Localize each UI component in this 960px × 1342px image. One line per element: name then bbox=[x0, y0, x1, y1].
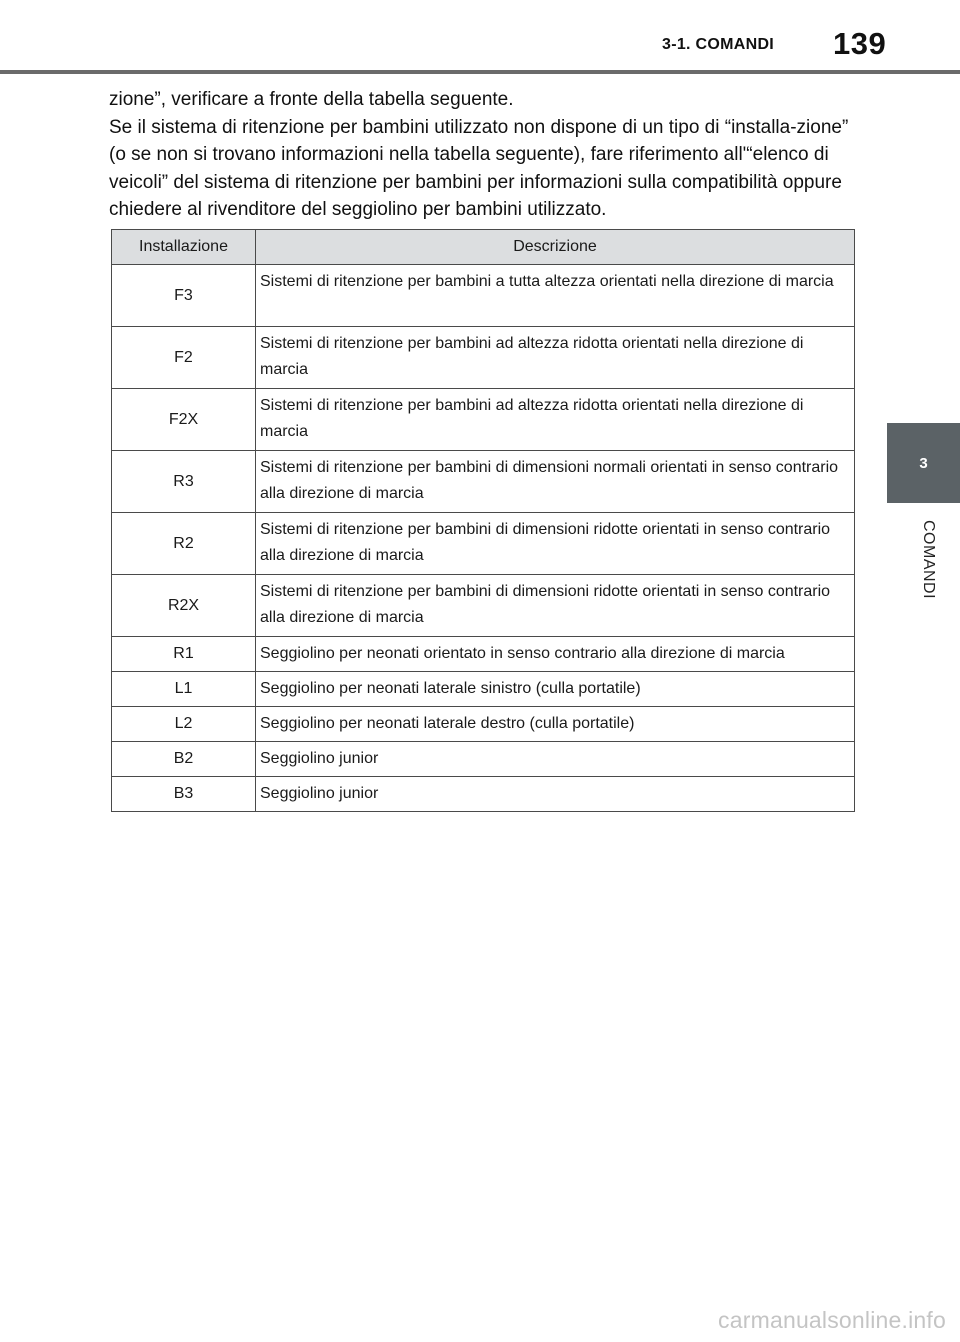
table-row bbox=[112, 575, 855, 637]
installation-code: R2X bbox=[112, 575, 256, 637]
installation-code: R3 bbox=[112, 451, 256, 513]
table-row bbox=[112, 777, 855, 812]
header-rule bbox=[0, 70, 960, 74]
intro-paragraph: zione”, verificare a fronte della tabella seguente. bbox=[109, 89, 514, 110]
installation-code: L2 bbox=[112, 707, 256, 742]
installation-description: Sistemi di ritenzione per bambini di dimensioni normali orientati in senso contrario alla direzione di marcia bbox=[256, 451, 855, 513]
table-row bbox=[112, 327, 855, 389]
chapter-tab bbox=[887, 423, 960, 503]
watermark: carmanualsonline.info bbox=[718, 1307, 946, 1333]
installation-description: Sistemi di ritenzione per bambini di dimensioni ridotte orientati in senso contrario alla direzione di marcia bbox=[256, 513, 855, 575]
table-header-row bbox=[112, 230, 855, 265]
installation-code: L1 bbox=[112, 672, 256, 707]
table-row bbox=[112, 672, 855, 707]
intro-text bbox=[109, 86, 869, 224]
chapter-number: 3 bbox=[919, 454, 928, 472]
page-number: 139 bbox=[833, 26, 887, 61]
table-row bbox=[112, 513, 855, 575]
table-row bbox=[112, 637, 855, 672]
installation-description: Seggiolino junior bbox=[256, 777, 855, 812]
installation-code: B3 bbox=[112, 777, 256, 812]
installation-description: Seggiolino per neonati laterale destro (culla portatile) bbox=[256, 707, 855, 742]
installation-description: Seggiolino per neonati orientato in senso contrario alla direzione di marcia bbox=[256, 637, 855, 672]
installation-table bbox=[111, 229, 855, 812]
table-row bbox=[112, 265, 855, 327]
installation-code: R2 bbox=[112, 513, 256, 575]
installation-description: Seggiolino per neonati laterale sinistro (culla portatile) bbox=[256, 672, 855, 707]
table-row bbox=[112, 707, 855, 742]
intro-paragraph: Se il sistema di ritenzione per bambini utilizzato non dispone di un tipo di “installa-zione” (o se non si trovano informazioni nella tabella seguente), fare riferimento all'“elenco di veicoli” del sistema di ritenzione per bambini per informazioni sulla compatibilità oppure chiedere al rivenditore del seggiolino per bambini utilizzato. bbox=[109, 116, 849, 220]
installation-code: B2 bbox=[112, 742, 256, 777]
table-row bbox=[112, 451, 855, 513]
column-header-descrizione: Descrizione bbox=[256, 230, 855, 265]
installation-code: F2X bbox=[112, 389, 256, 451]
installation-code: R1 bbox=[112, 637, 256, 672]
section-title: 3-1. COMANDI bbox=[662, 36, 775, 53]
installation-description: Sistemi di ritenzione per bambini di dimensioni ridotte orientati in senso contrario alla direzione di marcia bbox=[256, 575, 855, 637]
table-row bbox=[112, 742, 855, 777]
installation-description: Sistemi di ritenzione per bambini ad altezza ridotta orientati nella direzione di marcia bbox=[256, 389, 855, 451]
installation-description: Seggiolino junior bbox=[256, 742, 855, 777]
installation-description: Sistemi di ritenzione per bambini ad altezza ridotta orientati nella direzione di marcia bbox=[256, 327, 855, 389]
table-row bbox=[112, 389, 855, 451]
installation-code: F3 bbox=[112, 265, 256, 327]
installation-code: F2 bbox=[112, 327, 256, 389]
installation-description: Sistemi di ritenzione per bambini a tutta altezza orientati nella direzione di marcia bbox=[256, 265, 855, 327]
chapter-label: COMANDI bbox=[920, 520, 937, 600]
column-header-installazione: Installazione bbox=[112, 230, 256, 265]
